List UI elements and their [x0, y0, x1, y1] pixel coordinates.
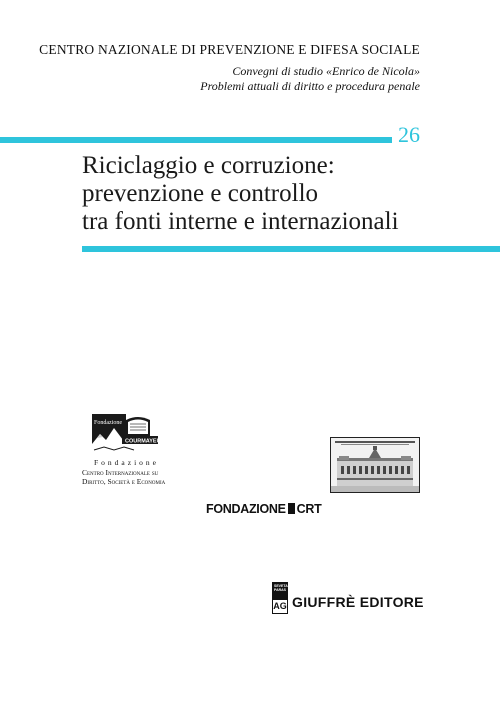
crt-left-text: FONDAZIONE — [206, 502, 286, 516]
courmayeur-logo-name: COURMAYEUR — [125, 438, 165, 445]
series-title: Convegni di studio «Enrico de Nicola» — [232, 64, 420, 78]
courmayeur-logo-top: Fondazione — [94, 420, 122, 426]
book-title — [82, 152, 399, 236]
crt-block-icon — [288, 503, 295, 514]
organization-name: CENTRO NAZIONALE DI PREVENZIONE E DIFESA SOCIALE — [39, 42, 420, 57]
courmayeur-caption-line-2: Centro Internazionale su — [82, 467, 159, 477]
title-line-2: prevenzione e controllo — [82, 180, 319, 207]
fondazione-crt-logo — [206, 502, 321, 516]
courmayeur-caption-line-3: Diritto, Società e Economia — [82, 477, 166, 486]
building-illustration — [330, 437, 420, 493]
crt-right-text: CRT — [296, 502, 322, 516]
title-line-3: tra fonti interne e internazionali — [82, 208, 399, 235]
series-subtitle: Problemi attuali di diritto e procedura penale — [200, 79, 420, 93]
accent-bar-bottom — [82, 246, 500, 252]
courmayeur-caption-line-1: Fondazione — [94, 458, 159, 467]
accent-bar-top — [0, 137, 392, 143]
courmayeur-logo — [92, 414, 165, 454]
giuffre-ag-logo — [272, 582, 288, 614]
volume-number: 26 — [398, 122, 420, 147]
title-line-1: Riciclaggio e corruzione: — [82, 152, 335, 179]
publisher-name: GIUFFRÈ EDITORE — [292, 594, 424, 610]
ag-logo-letters: AG — [273, 601, 287, 611]
ag-logo-small-text: SEVETA PARAS — [274, 584, 288, 592]
courmayeur-caption — [82, 458, 165, 487]
